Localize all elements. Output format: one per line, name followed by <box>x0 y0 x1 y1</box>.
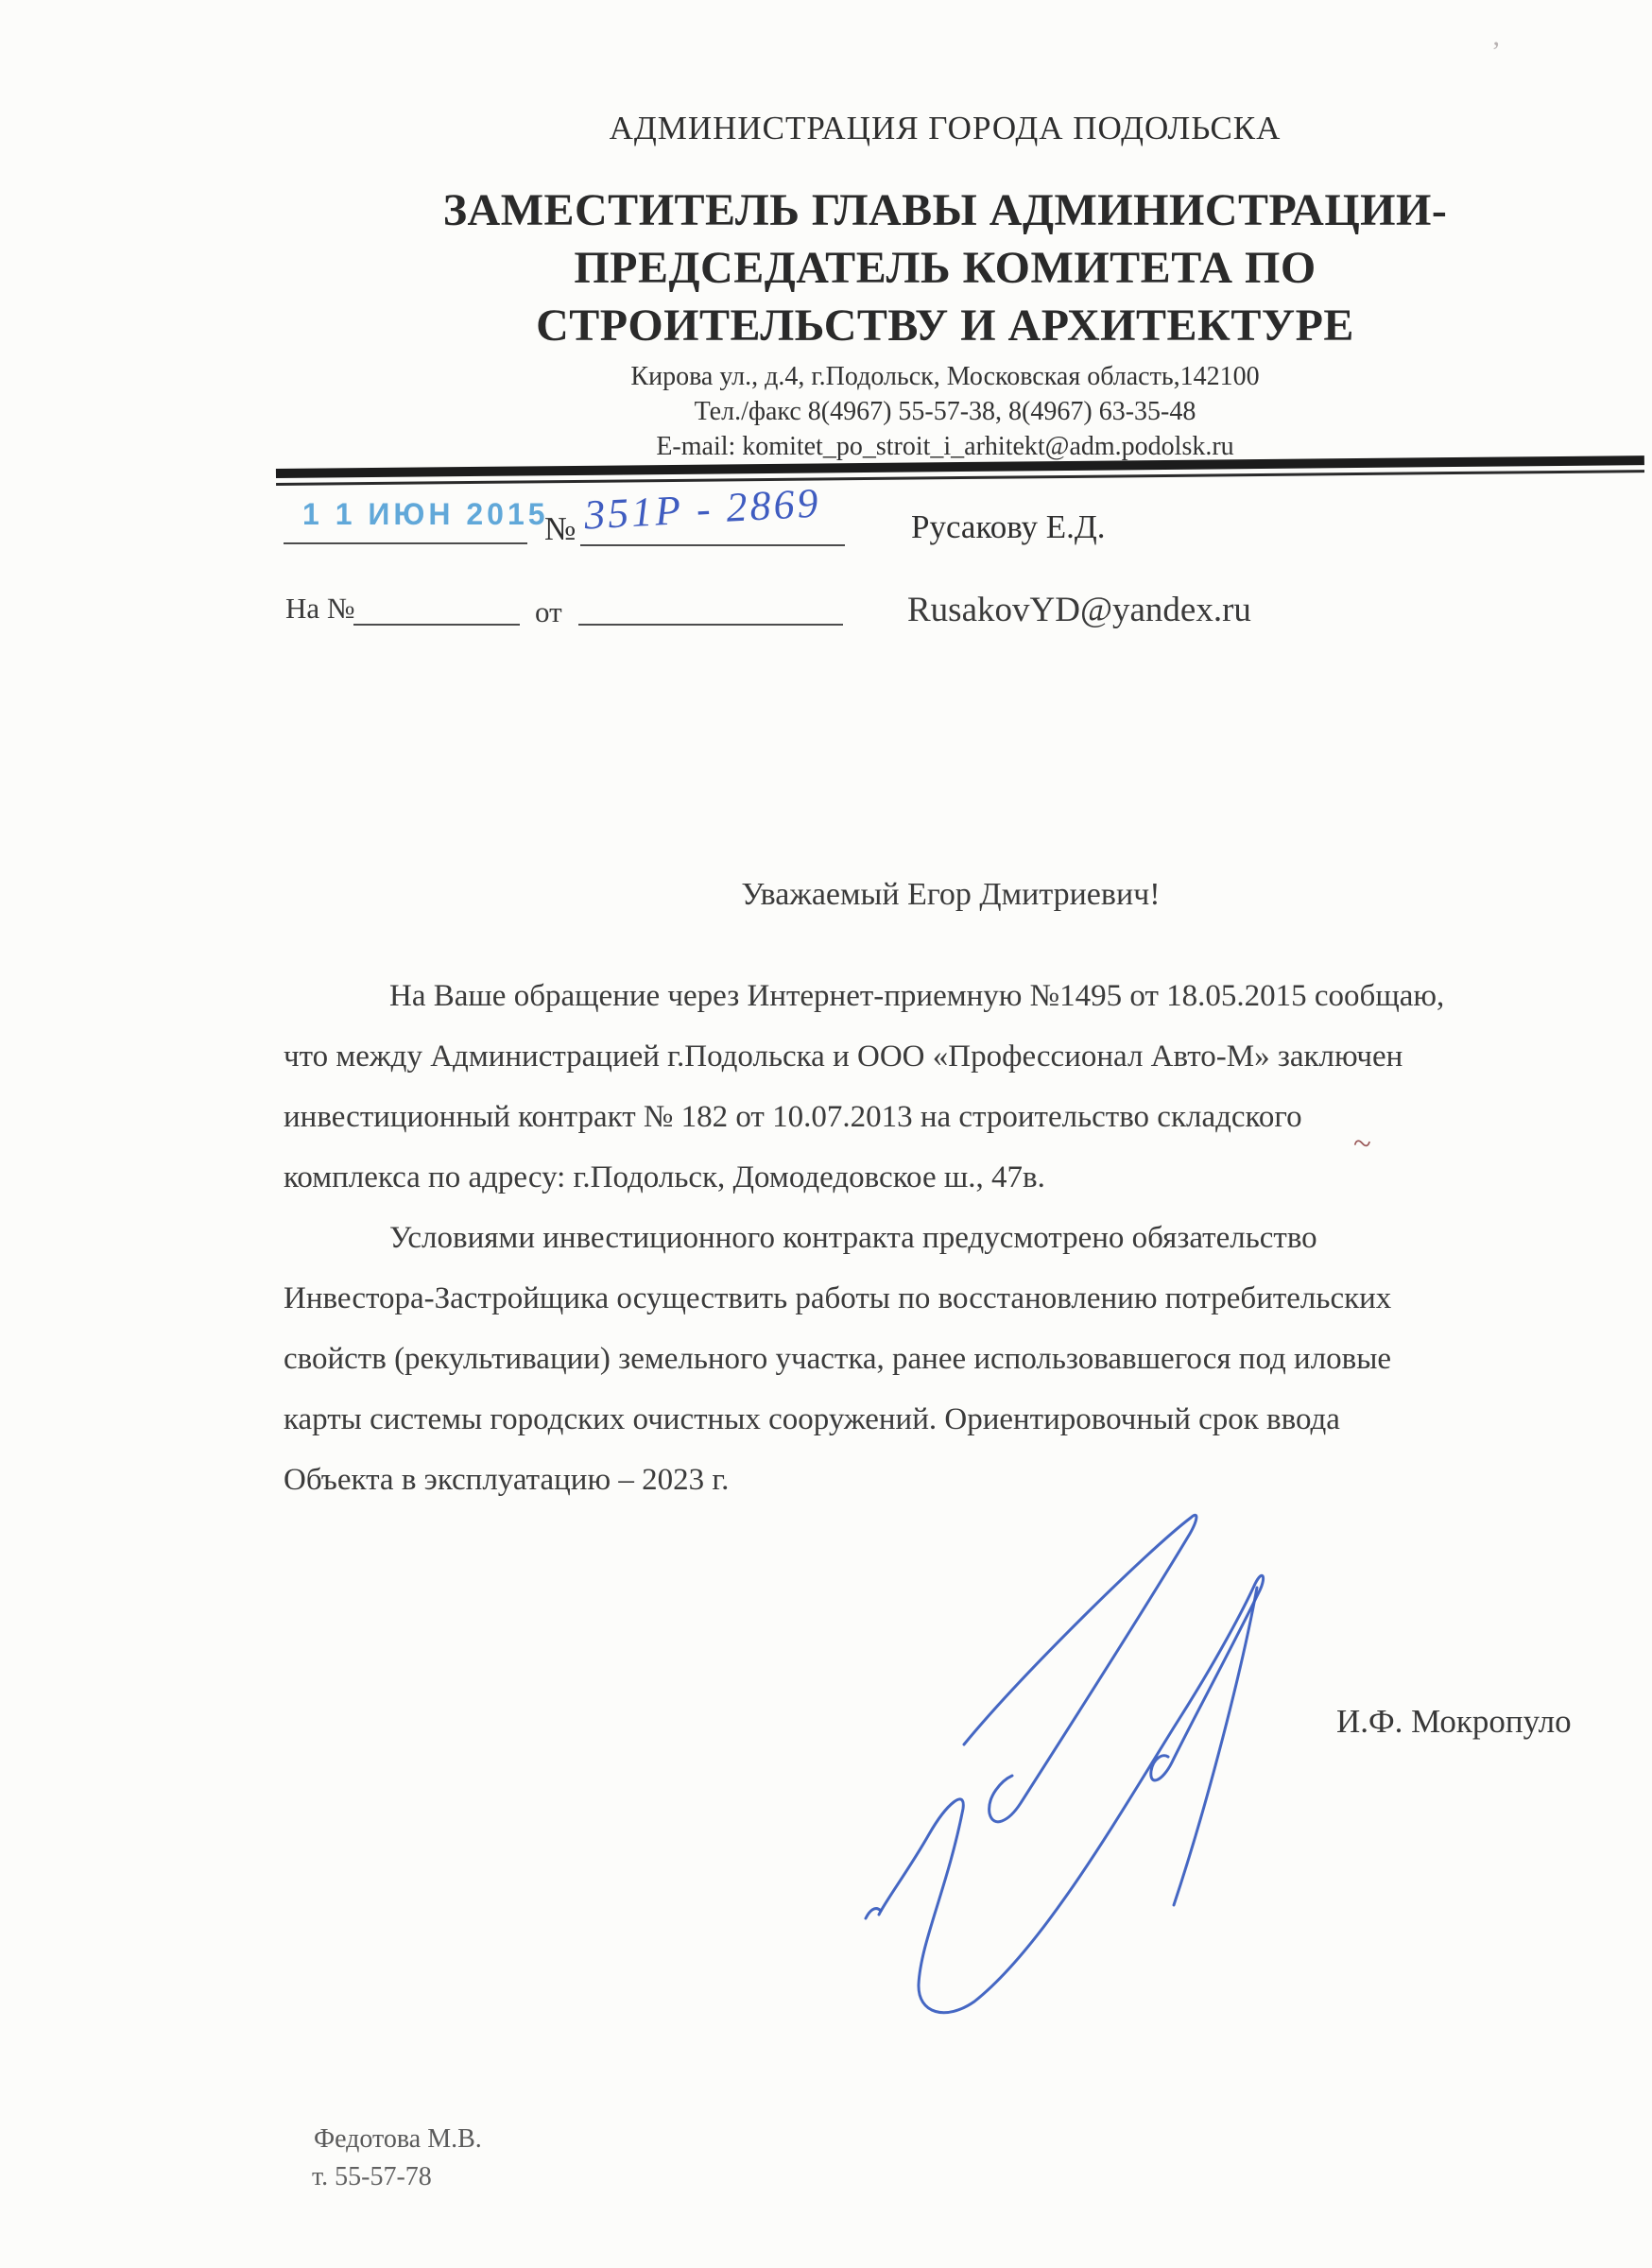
recipient-email: RusakovYD@yandex.ru <box>907 591 1251 629</box>
number-underline <box>580 542 845 546</box>
executor-name: Федотова М.В. <box>314 2124 482 2154</box>
body-line: карты системы городских очистных сооружений. Ориентировочный срок ввода <box>284 1402 1340 1436</box>
scan-artifact-tilde: ~ <box>1351 1125 1373 1163</box>
body-line: что между Администрацией г.Подольска и ООО «Профессионал Авто-М» заключен <box>284 1040 1403 1074</box>
body-line: свойств (рекультивации) земельного участка, ранее использовавшегося под иловые <box>284 1342 1392 1376</box>
from-label: от <box>535 595 562 628</box>
paragraph-1 <box>284 966 1618 1208</box>
body-line: комплекса по адресу: г.Подольск, Домодедовское ш., 47в. <box>284 1160 1045 1194</box>
body-line: Инвестора-Застройщика осуществить работы по восстановлению потребительских <box>284 1281 1392 1315</box>
incoming-number-underline <box>353 622 520 626</box>
letterhead-contacts <box>274 359 1616 464</box>
signer-name: И.Ф. Мокропуло <box>1336 1703 1572 1740</box>
executor-phone: т. 55-57-78 <box>312 2162 432 2191</box>
letterhead-email: E-mail: komitet_po_stroit_i_arhitekt@adm.podolsk.ru <box>656 432 1234 461</box>
official-title-line-1: ЗАМЕСТИТЕЛЬ ГЛАВЫ АДМИНИСТРАЦИИ- <box>442 185 1448 235</box>
outgoing-number-handwritten: 351Р - 2869 <box>582 479 822 539</box>
incoming-number-label: На № <box>285 592 355 625</box>
body-line: Условиями инвестиционного контракта предусмотрено обязательство <box>389 1221 1317 1255</box>
date-stamp: 1 1 ИЮН 2015 <box>302 497 549 531</box>
handwritten-signature <box>822 1491 1314 2039</box>
recipient-name: Русакову Е.Д. <box>911 508 1106 545</box>
organization-name: АДМИНИСТРАЦИЯ ГОРОДА ПОДОЛЬСКА <box>609 110 1282 146</box>
body-line: На Ваше обращение через Интернет-приемную №1495 от 18.05.2015 сообщаю, <box>389 979 1445 1013</box>
scan-artifact-speck: ’ <box>1491 36 1501 67</box>
official-title-line-3: СТРОИТЕЛЬСТВУ И АРХИТЕКТУРЕ <box>536 301 1354 351</box>
official-title-line-2: ПРЕДСЕДАТЕЛЬ КОМИТЕТА ПО <box>574 243 1316 293</box>
official-title <box>227 181 1652 354</box>
salutation: Уважаемый Егор Дмитриевич! <box>741 877 1161 912</box>
body-line: инвестиционный контракт № 182 от 10.07.2013 на строительство складского <box>284 1100 1302 1134</box>
body-line: Объекта в эксплуатацию – 2023 г. <box>284 1463 730 1497</box>
number-sign: № <box>544 510 576 547</box>
letterhead-address: Кирова ул., д.4, г.Подольск, Московская область,142100 <box>630 362 1260 391</box>
paragraph-2 <box>284 1208 1618 1510</box>
date-underline <box>284 541 527 544</box>
letterhead-phone: Тел./факс 8(4967) 55-57-38, 8(4967) 63-35-48 <box>694 397 1196 426</box>
from-date-underline <box>578 622 843 626</box>
